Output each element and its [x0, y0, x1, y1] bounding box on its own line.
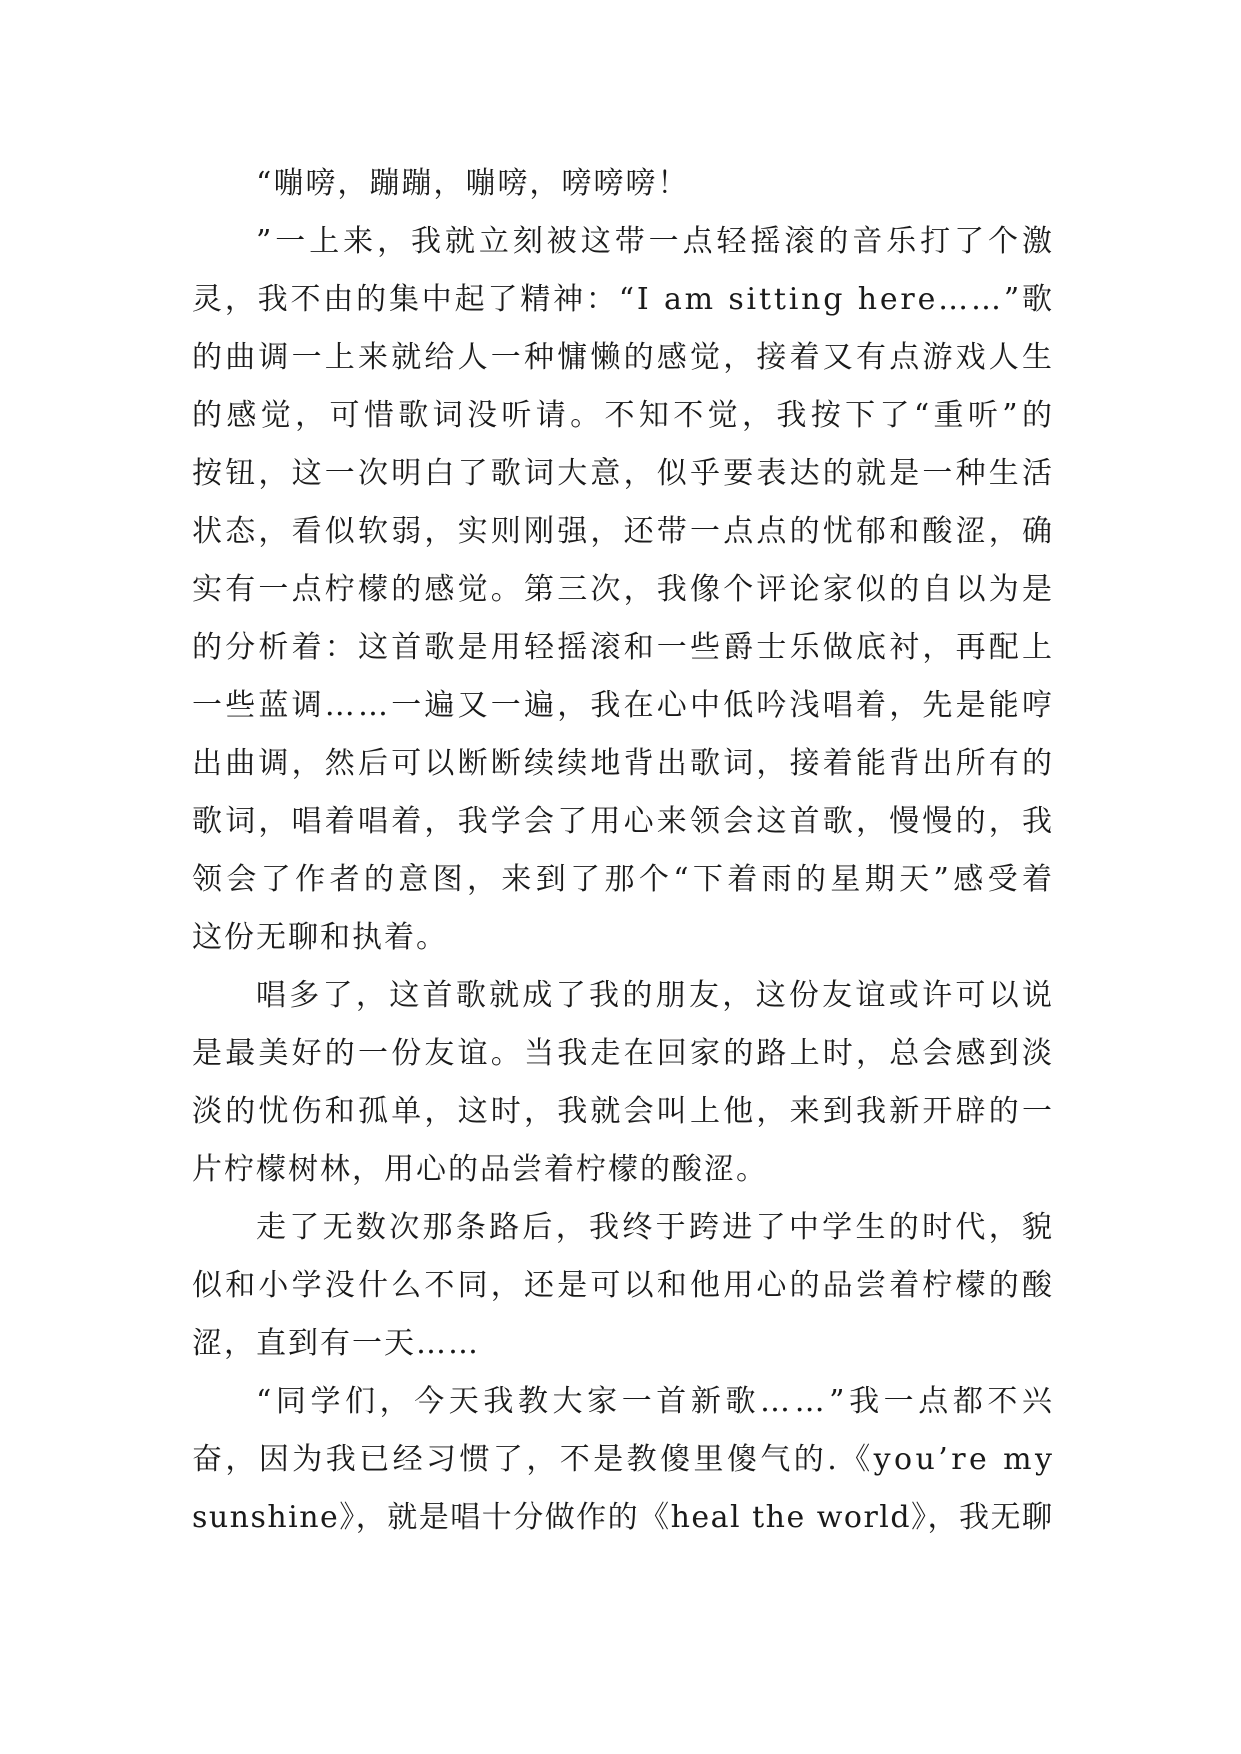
- text-line-content: 似和小学没什么不同，还是可以和他用心的品尝着柠檬的酸: [192, 1268, 1056, 1303]
- text-line: [192, 387, 1057, 445]
- text-line: [192, 1083, 1056, 1141]
- text-line-content: 歌词，唱着唱着，我学会了用心来领会这首歌，慢慢的，我: [192, 804, 1056, 839]
- text-line-content: 一些蓝调……一遍又一遍，我在心中低吟浅唱着，先是能哼: [192, 688, 1056, 723]
- text-line: [192, 735, 1056, 793]
- text-line-content: 的曲调一上来就给人一种慵懒的感觉，接着又有点游戏人生: [192, 340, 1056, 375]
- text-line-content: 唱多了，这首歌就成了我的朋友，这份友谊或许可以说: [256, 978, 1056, 1013]
- text-line: [192, 1373, 1057, 1431]
- text-line: [192, 1141, 1052, 1199]
- text-line: [192, 793, 1056, 851]
- text-line-content: 是最美好的一份友谊。当我走在回家的路上时，总会感到淡: [192, 1036, 1056, 1071]
- text-line: [192, 329, 1056, 387]
- text-line: [192, 1315, 1052, 1373]
- text-line-content: 状态，看似软弱，实则刚强，还带一点点的忧郁和酸涩，确: [192, 514, 1056, 549]
- text-line: [192, 1257, 1056, 1315]
- text-line-content: ”一上来，我就立刻被这带一点轻摇滚的音乐打了个激: [256, 224, 1056, 259]
- text-line-content: 涩，直到有一天……: [192, 1326, 480, 1361]
- document-body: [192, 155, 1057, 1547]
- text-line-content: 的分析着：这首歌是用轻摇滚和一些爵士乐做底衬，再配上: [192, 630, 1056, 665]
- text-line-content: 按钮，这一次明白了歌词大意，似乎要表达的就是一种生活: [192, 456, 1056, 491]
- text-line: [192, 1489, 1052, 1547]
- text-line: [192, 503, 1056, 561]
- text-line: [192, 1431, 1056, 1489]
- text-line-content: 走了无数次那条路后，我终于跨进了中学生的时代，貌: [256, 1210, 1056, 1245]
- text-line-content: 的感觉，可惜歌词没听请。不知不觉，我按下了“重听”的: [192, 398, 1057, 433]
- text-line: [192, 445, 1056, 503]
- text-line-content: 淡的忧伤和孤单，这时，我就会叫上他，来到我新开辟的一: [192, 1094, 1056, 1129]
- text-line-content: sunshine》，就是唱十分做作的《heal the world》，我无聊: [192, 1500, 1054, 1535]
- paragraph-lines: [192, 155, 1057, 1547]
- text-line-content: “同学们，今天我教大家一首新歌……”我一点都不兴: [256, 1384, 1057, 1419]
- text-line: [192, 1025, 1056, 1083]
- text-line: [192, 271, 1055, 329]
- text-line: [192, 561, 1056, 619]
- text-line-content: 这份无聊和执着。: [192, 920, 448, 955]
- text-line: [192, 677, 1056, 735]
- text-line: [192, 619, 1056, 677]
- text-line-content: “嘣嗙，蹦蹦，嘣嗙，嗙嗙嗙！: [256, 166, 690, 201]
- text-line-content: 领会了作者的意图，来到了那个“下着雨的星期天”感受着: [192, 862, 1057, 897]
- text-line: [192, 1199, 1056, 1257]
- text-line-content: 片柠檬树林，用心的品尝着柠檬的酸涩。: [192, 1152, 768, 1187]
- text-line: [192, 213, 1056, 271]
- text-line-content: 灵，我不由的集中起了精神：“I am sitting here……”歌: [192, 282, 1055, 317]
- text-line: [192, 909, 1052, 967]
- text-line-content: 奋，因为我已经习惯了，不是教傻里傻气的.《you’re my: [192, 1442, 1056, 1477]
- text-line-content: 出曲调，然后可以断断续续地背出歌词，接着能背出所有的: [192, 746, 1056, 781]
- text-line: [192, 851, 1057, 909]
- text-line: [192, 967, 1056, 1025]
- text-line-content: 实有一点柠檬的感觉。第三次，我像个评论家似的自以为是: [192, 572, 1056, 607]
- text-line: [192, 155, 1052, 213]
